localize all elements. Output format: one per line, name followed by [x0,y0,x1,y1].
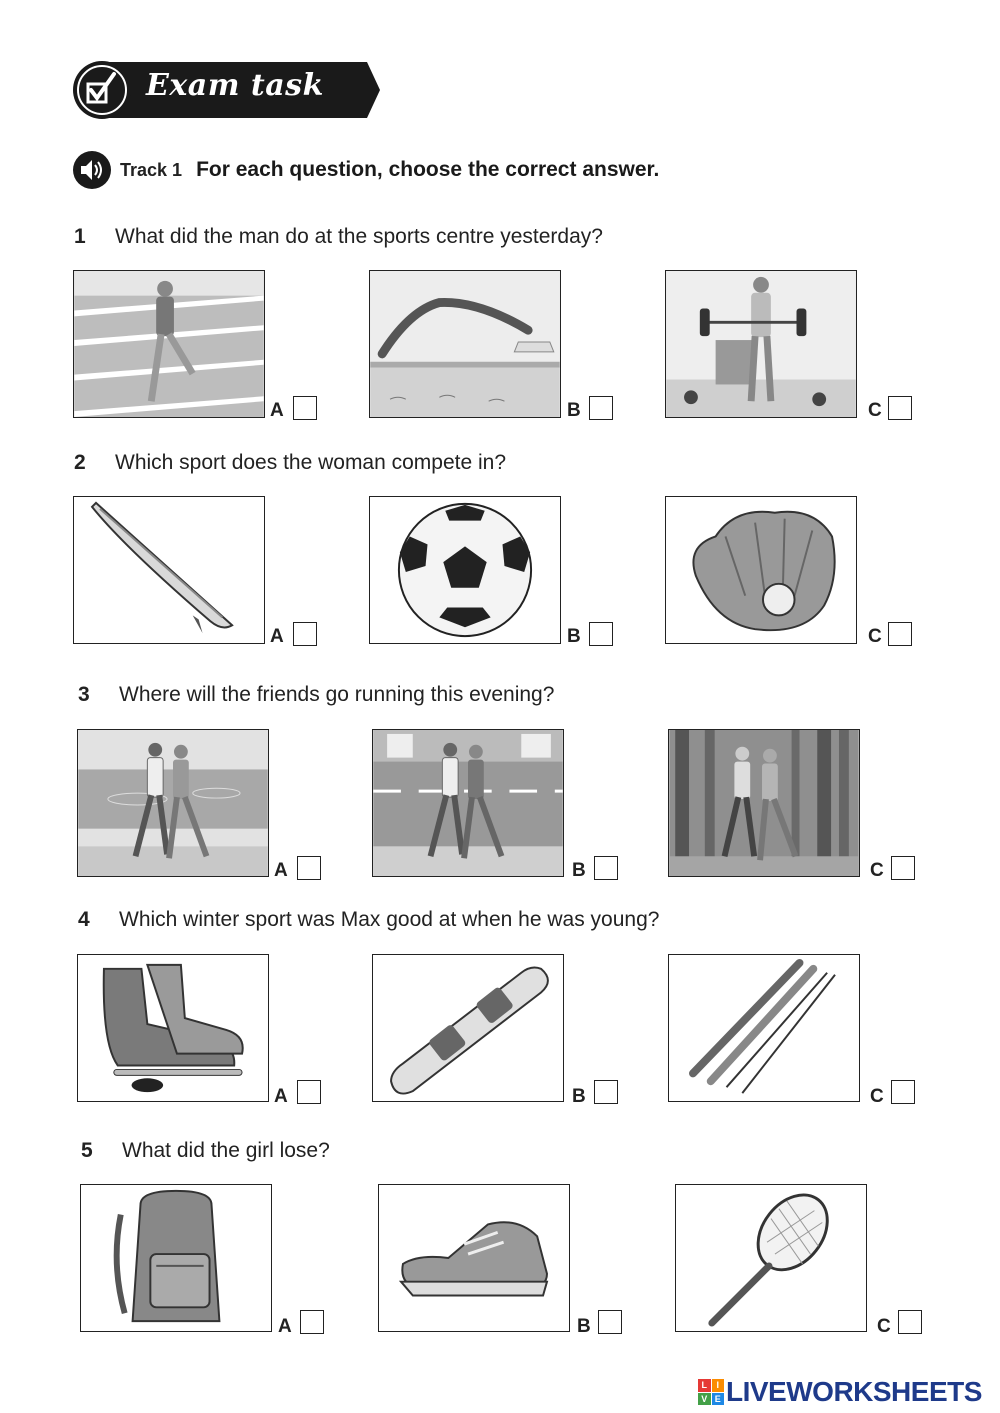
answer-checkbox-2b[interactable] [589,622,613,646]
weightlifting-image [666,271,856,417]
option-image-football [369,496,561,644]
answer-checkbox-5c[interactable] [898,1310,922,1334]
option-letter: A [278,1316,292,1337]
option-image-baseball-glove [665,496,857,644]
option-image-snowboard [372,954,564,1102]
answer-checkbox-2c[interactable] [888,622,912,646]
question-text: What did the man do at the sports centre yesterday? [115,225,603,248]
question-number: 1 [74,225,86,248]
logo-letter: I [712,1379,725,1392]
surfboard-image [74,497,264,643]
football-image [370,497,560,643]
track-label: Track 1 [120,159,183,180]
option-letter: C [870,1086,884,1107]
answer-checkbox-1a[interactable] [293,396,317,420]
trainer-shoe-image [379,1185,569,1331]
answer-checkbox-4b[interactable] [594,1080,618,1104]
option-letter: A [274,860,288,881]
answer-checkbox-3c[interactable] [891,856,915,880]
answer-checkbox-4a[interactable] [297,1080,321,1104]
option-letter: B [567,626,581,647]
option-letter: B [572,1086,586,1107]
option-image-backpack [80,1184,272,1332]
question-number: 5 [81,1139,93,1162]
instruction-text: For each question, choose the correct answer. [196,158,660,181]
option-letter: A [270,626,284,647]
option-letter: C [877,1316,891,1337]
street-running-image [373,730,563,876]
option-letter: A [274,1086,288,1107]
option-image-ice-skates [77,954,269,1102]
answer-checkbox-3b[interactable] [594,856,618,880]
option-letter: B [567,400,581,421]
diving-image [370,271,560,417]
liveworksheets-logo [698,1379,724,1405]
brand-name: LIVEWORKSHEETS [726,1376,982,1407]
option-image-surfboard [73,496,265,644]
option-image-weightlifting [665,270,857,418]
answer-checkbox-3a[interactable] [297,856,321,880]
backpack-image [81,1185,271,1331]
question-text: Where will the friends go running this evening? [119,683,555,706]
option-letter: A [270,400,284,421]
lake-running-image [78,730,268,876]
snowboard-image [373,955,563,1101]
logo-letter: L [698,1379,711,1392]
exam-task-banner [72,60,382,120]
answer-checkbox-4c[interactable] [891,1080,915,1104]
audio-speaker-icon[interactable] [72,150,112,190]
option-letter: C [870,860,884,881]
logo-letter: V [698,1393,711,1406]
question-number: 2 [74,451,86,474]
skis-image [669,955,859,1101]
option-image-trainer-shoe [378,1184,570,1332]
option-image-forest-running [668,729,860,877]
answer-checkbox-1b[interactable] [589,396,613,420]
option-letter: B [572,860,586,881]
option-image-running-track [73,270,265,418]
option-image-racket [675,1184,867,1332]
answer-checkbox-5a[interactable] [300,1310,324,1334]
page-title: Exam task [146,68,324,103]
option-letter: C [868,400,882,421]
option-image-street-running [372,729,564,877]
answer-checkbox-2a[interactable] [293,622,317,646]
track-line [72,150,659,190]
racket-image [676,1185,866,1331]
question-text: Which winter sport was Max good at when he was young? [119,908,660,931]
question-number: 3 [78,683,90,706]
logo-letter: E [712,1393,725,1406]
option-image-skis [668,954,860,1102]
option-image-diving [369,270,561,418]
liveworksheets-brand[interactable] [698,1376,982,1408]
forest-running-image [669,730,859,876]
question-text: Which sport does the woman compete in? [115,451,507,474]
option-letter: B [577,1316,591,1337]
ice-skates-image [78,955,268,1101]
question-number: 4 [78,908,90,931]
answer-checkbox-5b[interactable] [598,1310,622,1334]
answer-checkbox-1c[interactable] [888,396,912,420]
baseball-glove-image [666,497,856,643]
question-text: What did the girl lose? [122,1139,330,1162]
option-image-lake-running [77,729,269,877]
running-track-image [74,271,264,417]
option-letter: C [868,626,882,647]
